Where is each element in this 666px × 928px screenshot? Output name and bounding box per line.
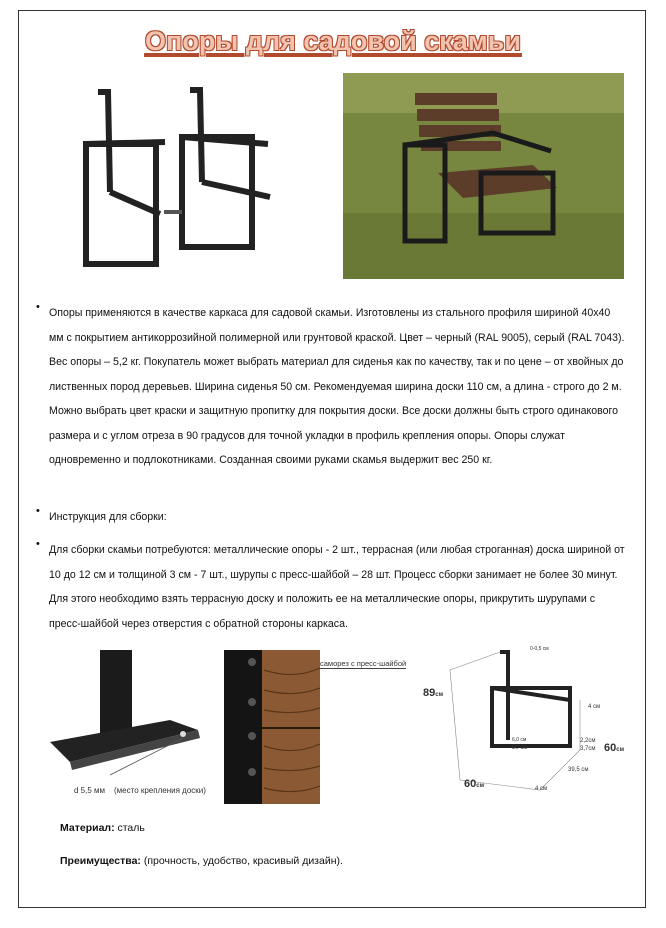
dimension-diagram bbox=[420, 640, 630, 800]
dim-arm: 4 см bbox=[588, 704, 601, 710]
advantages-value: (прочность, удобство, красивый дизайн). bbox=[140, 855, 343, 867]
page-title: Опоры для садовой скамьи bbox=[145, 26, 521, 56]
dim-side: 60см bbox=[604, 742, 625, 754]
dim-3-7: 3,7см bbox=[580, 746, 596, 752]
dim-foot: 4 см bbox=[535, 786, 548, 792]
mount-label: (место крепления доски) bbox=[114, 786, 206, 795]
advantages-line bbox=[60, 855, 343, 867]
paragraph-3: Для сборки скамьи потребуются: металлические опоры - 2 шт., террасная (или любая строганная) доска шириной от 10 до 12 см и толщиной 3 см - 7 шт., шурупы с пресс-шайбой – 28 шт. Процесс сборки занимает не более 30 минут. Для этого необходимо взять террасную доску и положить ее на металлические опоры, прикрутить шурупами с пресс-шайбой через отверстия с обратной стороны каркаса. bbox=[49, 544, 625, 630]
advantages-label: Преимущества: bbox=[60, 855, 141, 867]
dim-small: 6,0 см bbox=[512, 737, 527, 743]
dim-height: 89см bbox=[423, 687, 444, 699]
garden-chair-photo bbox=[343, 73, 624, 279]
dim-2-2: 2,2см bbox=[580, 738, 596, 744]
paragraph-2: Инструкция для сборки: bbox=[49, 511, 167, 523]
screw-label: саморез с пресс-шайбой bbox=[320, 659, 407, 668]
dim-depth: 60см bbox=[464, 778, 485, 790]
material-line bbox=[60, 822, 145, 834]
post-closeup-image bbox=[50, 650, 225, 802]
dim-seat: 50 см bbox=[512, 745, 528, 751]
dim-top: 0-0,5 см bbox=[530, 646, 549, 652]
material-label: Материал: bbox=[60, 822, 115, 834]
bullet-2: • bbox=[36, 505, 40, 517]
bullet-1: • bbox=[36, 301, 40, 313]
screw-mount-image bbox=[224, 650, 320, 804]
hole-label: d 5,5 мм bbox=[74, 786, 106, 795]
dim-39-5: 39,5 см bbox=[568, 767, 589, 773]
material-value: сталь bbox=[114, 822, 145, 834]
paragraph-1: Опоры применяются в качестве каркаса для садовой скамьи. Изготовлены из стального профиля шириной 40х40 мм с покрытием антикоррозийной полимерной или грунтовой краской. Цвет – черный (RAL 9005), серый (RAL 7043). Вес опоры – 5,2 кг. Покупатель может выбрать материал для сиденья как по качеству, так и по цене – от хвойных до лиственных пород деревьев. Ширина сиденья 50 см. Рекомендуемая ширина доски 110 см, а длина - строго до 2 м. Можно выбрать цвет краски и защитную пропитку для покрытия доски. Все доски должны быть строго одинакового размера и с углом отреза в 90 градусов для точной укладки в профиль крепления опоры. Опоры служат одновременно и подлокотниками. Созданная своими руками скамья выдержит вес 250 кг. bbox=[49, 307, 625, 466]
frame-render-image bbox=[70, 82, 300, 272]
bullet-3: • bbox=[36, 538, 40, 550]
